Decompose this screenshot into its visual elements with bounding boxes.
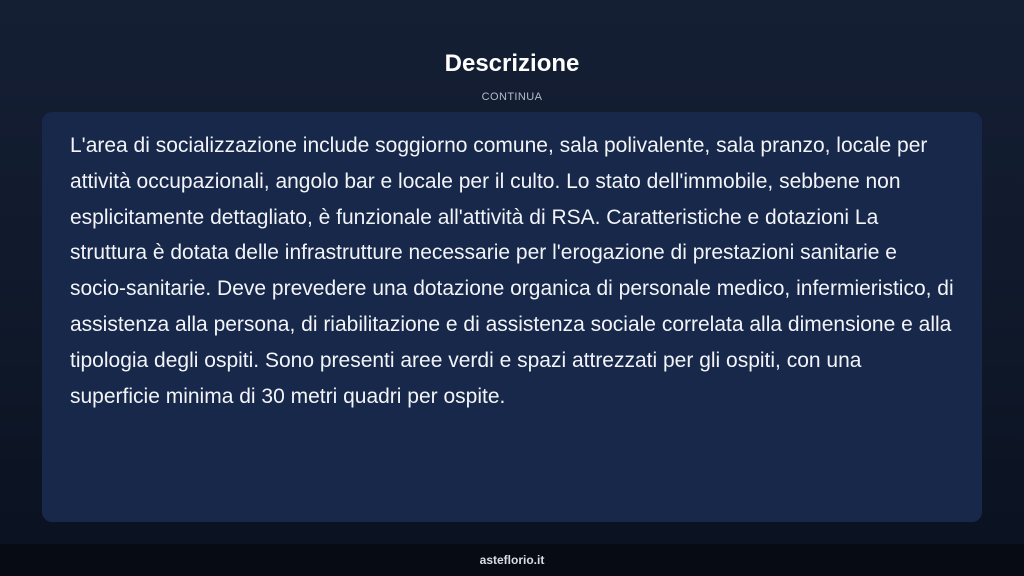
footer-site-label: asteflorio.it — [479, 553, 545, 567]
page-title: Descrizione — [444, 50, 580, 77]
description-card — [42, 112, 982, 522]
page-subtitle: CONTINUA — [481, 91, 543, 103]
description-text: L'area di socializzazione include soggiorno comune, sala polivalente, sala pranzo, locale per attività occupazionali, angolo bar e locale per il culto. Lo stato dell'immobile, sebbene non esplicitamente dettagliato, è funzionale all'attività di RSA. Caratteristiche e dotazioni La struttura è dotata delle infrastrutture necessarie per l'erogazione di prestazioni sanitarie e socio-sanitarie. Deve prevedere una dotazione organica di personale medico, infermieristico, di assistenza alla persona, di riabilitazione e di assistenza sociale correlata alla dimensione e alla tipologia degli ospiti. Sono presenti aree verdi e spazi attrezzati per gli ospiti, con una superficie minima di 30 metri quadri per ospite. — [70, 134, 954, 408]
footer-bar — [0, 544, 1024, 576]
